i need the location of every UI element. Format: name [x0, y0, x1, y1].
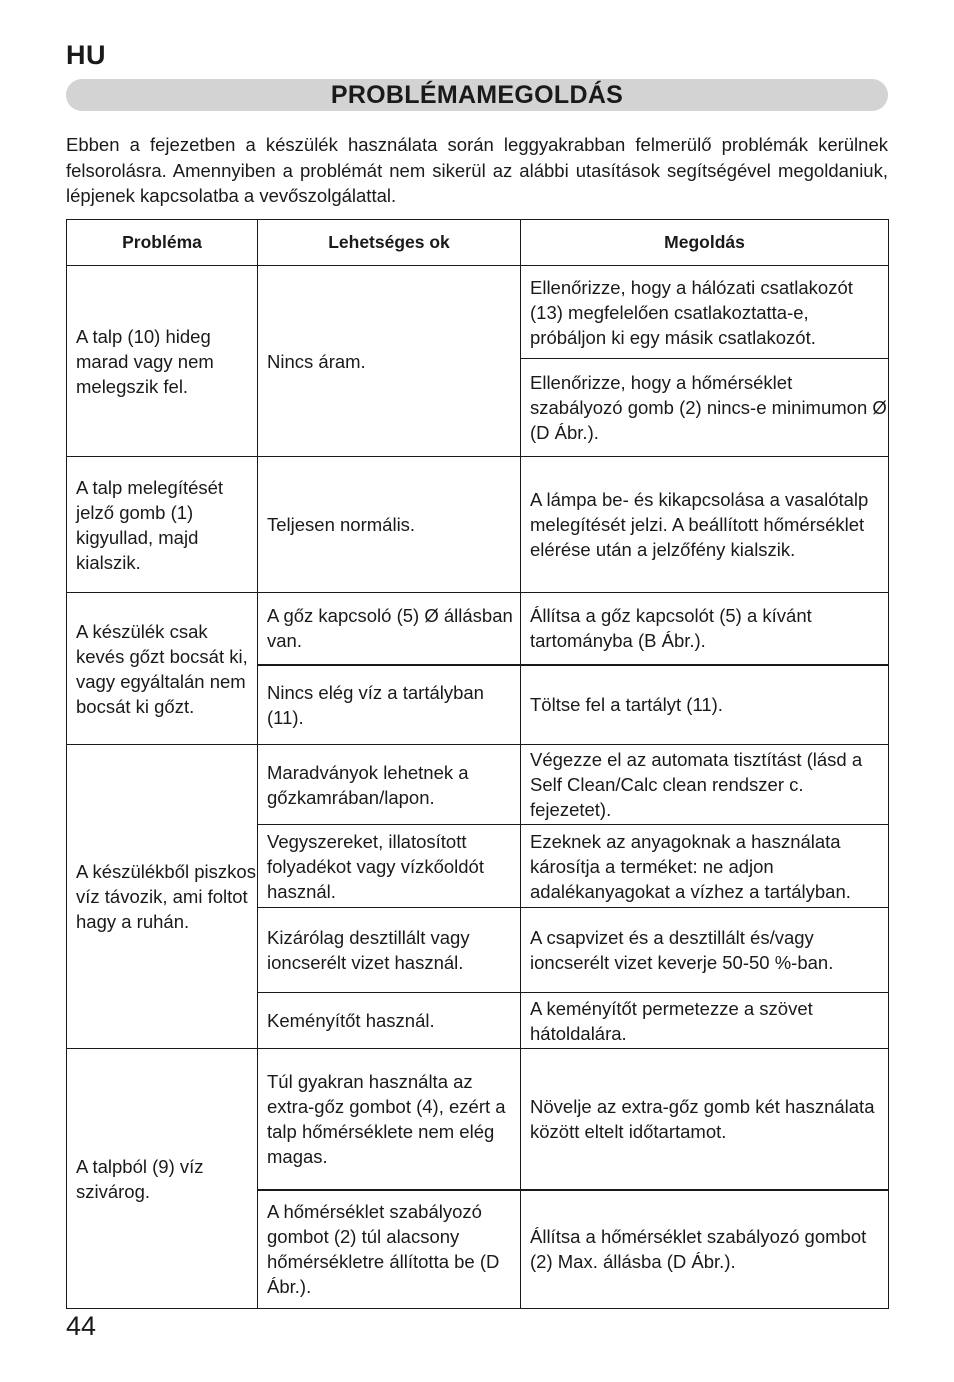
solution-cell: Állítsa a gőz kapcsolót (5) a kívánt tartományba (B Ábr.).: [521, 593, 889, 665]
solution-cell: Töltse fel a tartályt (11).: [521, 665, 889, 745]
solution-cell: Ellenőrizze, hogy a hőmérséklet szabályozó gomb (2) nincs-e minimumon Ø (D Ábr.).: [521, 359, 889, 457]
table-row: [67, 593, 889, 665]
solution-cell: A csapvizet és a desztillált és/vagy ioncserélt vizet keverje 50-50 %-ban.: [521, 908, 889, 993]
cause-cell: Túl gyakran használta az extra-gőz gombot (4), ezért a talp hőmérséklete nem elég magas.: [258, 1049, 521, 1190]
troubleshooting-table: [66, 219, 889, 1309]
cause-cell: Keményítőt használ.: [258, 993, 521, 1049]
section-title: PROBLÉMAMEGOLDÁS: [330, 80, 624, 109]
header-problem: Probléma: [67, 220, 258, 266]
table-header-row: [67, 220, 889, 266]
table-row: [67, 457, 889, 593]
language-code: HU: [66, 40, 106, 70]
section-title-banner: [66, 79, 888, 111]
problem-cell: A talp (10) hideg marad vagy nem melegszik fel.: [67, 266, 258, 457]
intro-paragraph: Ebben a fejezetben a készülék használata során leggyakrabban felmerülő problémák kerülnek felsorolásra. Amennyiben a problémát nem sikerül az alábbi utasítások segítségével megoldaniuk, lépjenek kapcsolatba a vevőszolgálattal.: [66, 134, 888, 206]
solution-cell: Végezze el az automata tisztítást (lásd a Self Clean/Calc clean rendszer c. fejezetet).: [521, 745, 889, 825]
page-number: 44: [66, 1311, 97, 1341]
solution-cell: Ellenőrizze, hogy a hálózati csatlakozót (13) megfelelően csatlakoztatta-e, próbáljon ki egy másik csatlakozót.: [521, 266, 889, 359]
header-cause: Lehetséges ok: [258, 220, 521, 266]
problem-cell: A talp melegítését jelző gomb (1) kigyullad, majd kialszik.: [67, 457, 258, 593]
cause-cell: Maradványok lehetnek a gőzkamrában/lapon.: [258, 745, 521, 825]
problem-cell: A talpból (9) víz szivárog.: [67, 1049, 258, 1309]
cause-cell: A hőmérséklet szabályozó gombot (2) túl alacsony hőmérsékletre állította be (D Ábr.).: [258, 1190, 521, 1309]
solution-cell: Állítsa a hőmérséklet szabályozó gombot (2) Max. állásba (D Ábr.).: [521, 1190, 889, 1309]
cause-cell: Nincs elég víz a tartályban (11).: [258, 665, 521, 745]
problem-cell: A készülék csak kevés gőzt bocsát ki, vagy egyáltalán nem bocsát ki gőzt.: [67, 593, 258, 745]
cause-cell: Nincs áram.: [258, 266, 521, 457]
solution-cell: Ezeknek az anyagoknak a használata károsítja a terméket: ne adjon adalékanyagokat a vízhez a tartályban.: [521, 825, 889, 908]
table-row: [67, 266, 889, 359]
cause-cell: A gőz kapcsoló (5) Ø állásban van.: [258, 593, 521, 665]
solution-cell: Növelje az extra-gőz gomb két használata között eltelt időtartamot.: [521, 1049, 889, 1190]
cause-cell: Kizárólag desztillált vagy ioncserélt vizet használ.: [258, 908, 521, 993]
table-row: [67, 745, 889, 825]
table-row: [67, 1049, 889, 1190]
header-solution: Megoldás: [521, 220, 889, 266]
cause-cell: Teljesen normális.: [258, 457, 521, 593]
problem-cell: A készülékből piszkos víz távozik, ami foltot hagy a ruhán.: [67, 745, 258, 1049]
cause-cell: Vegyszereket, illatosított folyadékot vagy vízkőoldót használ.: [258, 825, 521, 908]
solution-cell: A lámpa be- és kikapcsolása a vasalótalp melegítését jelzi. A beállított hőmérséklet elérése után a jelzőfény kialszik.: [521, 457, 889, 593]
solution-cell: A keményítőt permetezze a szövet hátoldalára.: [521, 993, 889, 1049]
